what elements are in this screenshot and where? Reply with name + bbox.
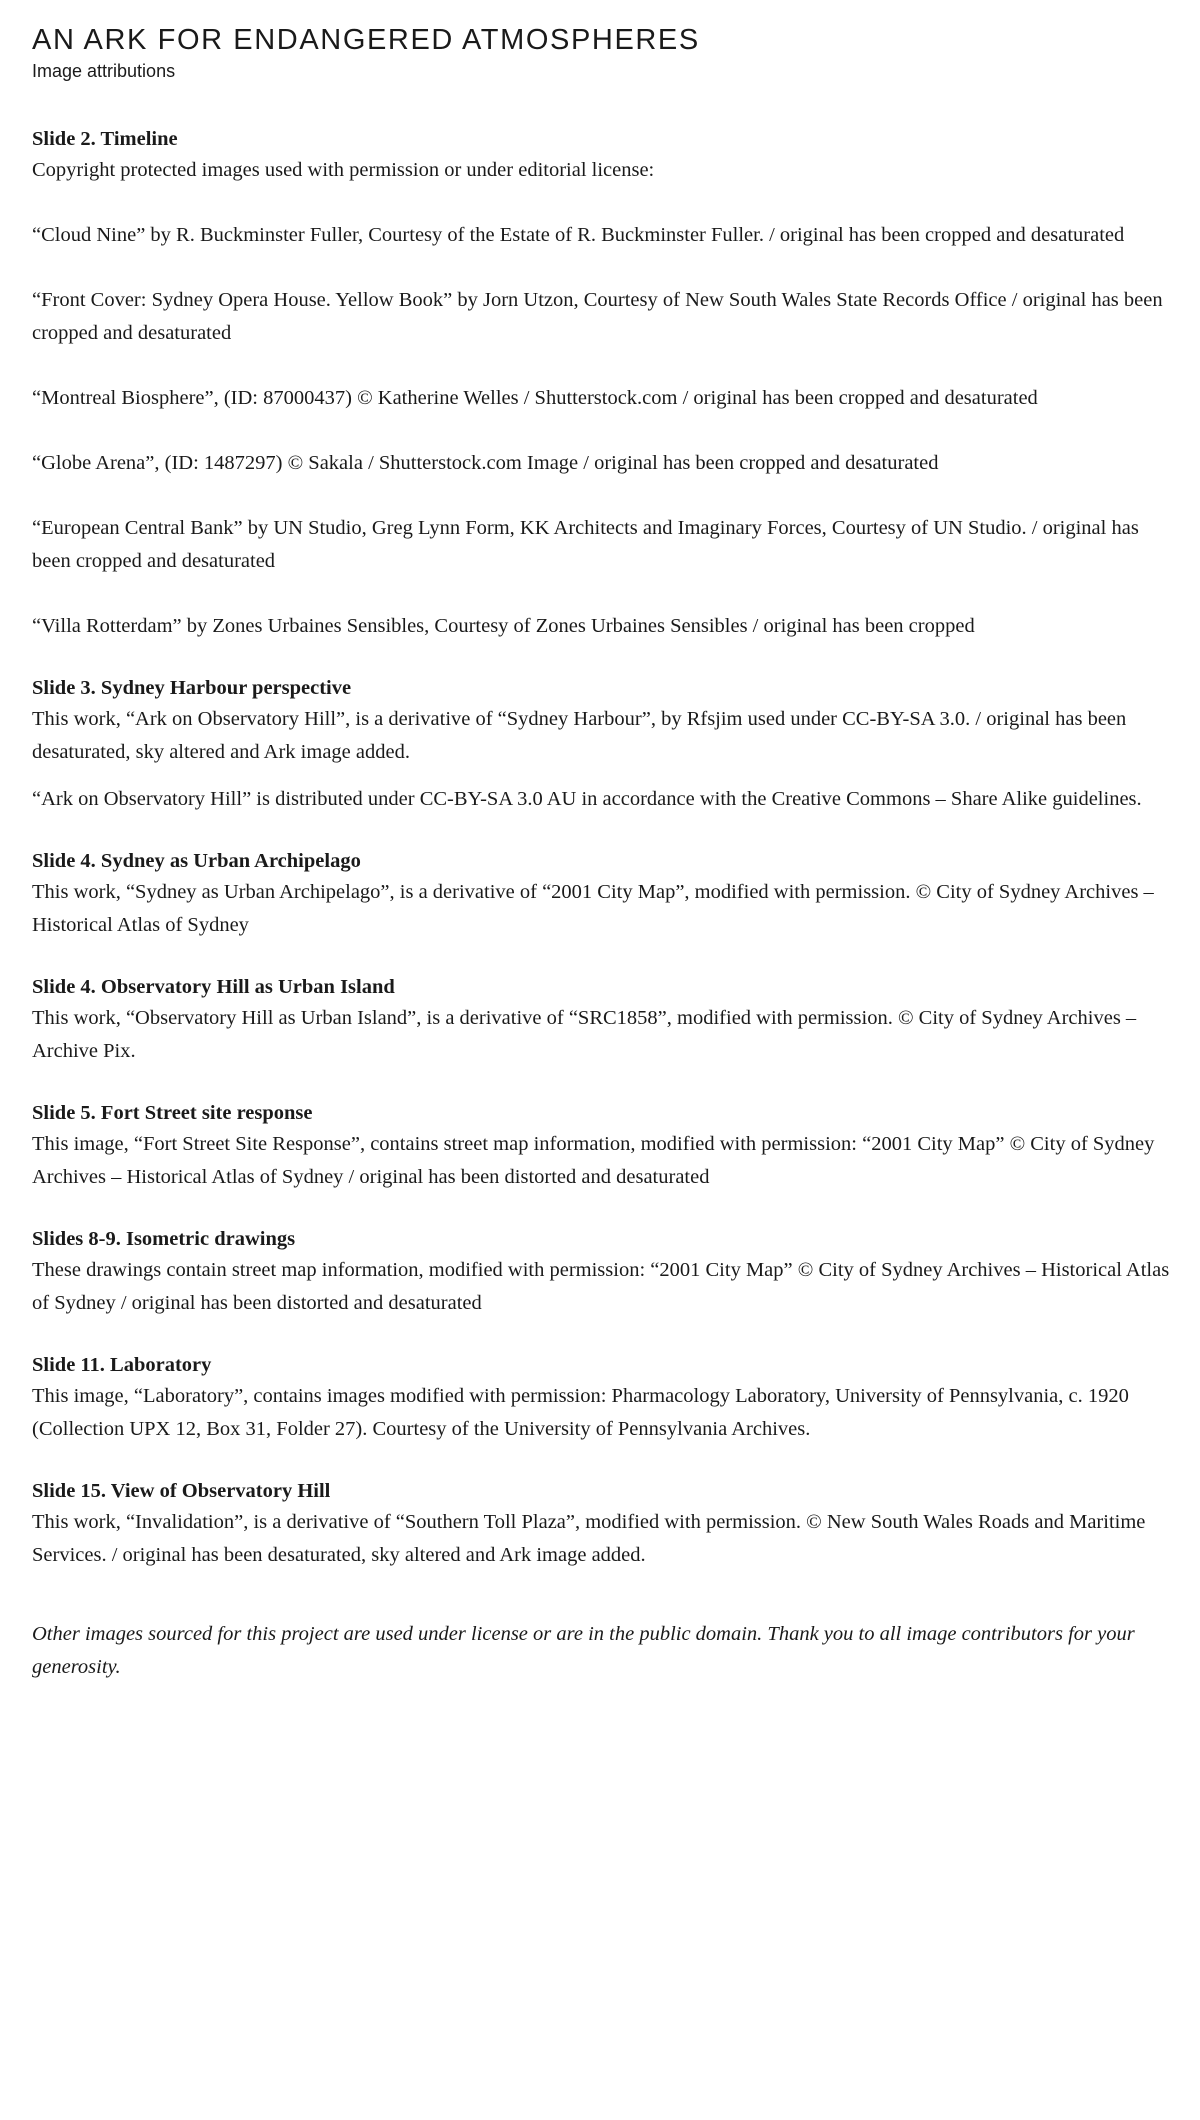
section-heading: Slide 2. Timeline [32,128,178,150]
attribution-paragraph: This work, “Invalidation”, is a derivative of “Southern Toll Plaza”, modified with permission. © New South Wales Roads and Maritime Services. / original has been desaturated, sky altered and Ark image added. [32,1511,1146,1566]
document-subtitle: Image attributions [32,61,176,81]
section-heading: Slides 8-9. Isometric drawings [32,1228,296,1250]
attribution-paragraph: This work, “Observatory Hill as Urban Island”, is a derivative of “SRC1858”, modified with permission. © City of Sydney Archives – Archive Pix. [32,1007,1137,1062]
section-heading: Slide 5. Fort Street site response [32,1102,313,1124]
attribution-paragraph: “Front Cover: Sydney Opera House. Yellow Book” by Jorn Utzon, Courtesy of New South Wales State Records Office / original has been cropped and desaturated [32,289,1163,344]
section-slide-11-laboratory [32,1350,1172,1446]
section-slide-15-observatory-hill [32,1476,1172,1572]
section-slide-4-urban-archipelago [32,846,1172,942]
attribution-paragraph: This image, “Laboratory”, contains images modified with permission: Pharmacology Laboratory, University of Pennsylvania, c. 1920 (Collection UPX 12, Box 31, Folder 27). Courtesy of the University of Pennsylvania Archives. [32,1385,1129,1440]
attribution-paragraph: “Globe Arena”, (ID: 1487297) © Sakala / Shutterstock.com Image / original has been cropped and desaturated [32,452,939,474]
attribution-paragraph: These drawings contain street map information, modified with permission: “2001 City Map” © City of Sydney Archives – Historical Atlas of Sydney / original has been distorted and desaturated [32,1259,1170,1314]
attribution-paragraph: “Montreal Biosphere”, (ID: 87000437) © Katherine Welles / Shutterstock.com / original has been cropped and desaturated [32,387,1038,409]
section-slide-2-timeline [32,124,1172,643]
section-heading: Slide 4. Sydney as Urban Archipelago [32,850,361,872]
section-heading: Slide 3. Sydney Harbour perspective [32,677,352,699]
attribution-paragraph: “Ark on Observatory Hill” is distributed under CC-BY-SA 3.0 AU in accordance with the Creative Commons – Share Alike guidelines. [32,788,1142,810]
attribution-paragraph: This work, “Ark on Observatory Hill”, is a derivative of “Sydney Harbour”, by Rfsjim used under CC-BY-SA 3.0. / original has been desaturated, sky altered and Ark image added. [32,708,1127,763]
attribution-paragraph: “Villa Rotterdam” by Zones Urbaines Sensibles, Courtesy of Zones Urbaines Sensibles / original has been cropped [32,615,975,637]
closing-note: Other images sourced for this project are used under license or are in the public domain. Thank you to all image contributors for your generosity. [32,1623,1135,1678]
attribution-paragraph: “Cloud Nine” by R. Buckminster Fuller, Courtesy of the Estate of R. Buckminster Fuller. / original has been cropped and desaturated [32,224,1125,246]
document-page [32,22,1172,1705]
attribution-paragraph: This image, “Fort Street Site Response”, contains street map information, modified with permission: “2001 City Map” © City of Sydney Archives – Historical Atlas of Sydney / original has been distorted and desaturated [32,1133,1155,1188]
section-heading: Slide 4. Observatory Hill as Urban Island [32,976,395,998]
section-slide-5-fort-street [32,1098,1172,1194]
section-heading: Slide 11. Laboratory [32,1354,212,1376]
section-slides-8-9-isometric [32,1224,1172,1320]
attribution-paragraph: This work, “Sydney as Urban Archipelago”, is a derivative of “2001 City Map”, modified with permission. © City of Sydney Archives – Historical Atlas of Sydney [32,881,1154,936]
attribution-paragraph: Copyright protected images used with permission or under editorial license: [32,159,655,181]
attribution-sections [32,124,1172,1572]
section-slide-4-urban-island [32,972,1172,1068]
document-title: AN ARK FOR ENDANGERED ATMOSPHERES [32,24,700,56]
section-slide-3-sydney-harbour [32,673,1172,816]
section-heading: Slide 15. View of Observatory Hill [32,1480,331,1502]
attribution-paragraph: “European Central Bank” by UN Studio, Greg Lynn Form, KK Architects and Imaginary Forces, Courtesy of UN Studio. / original has been cropped and desaturated [32,517,1139,572]
